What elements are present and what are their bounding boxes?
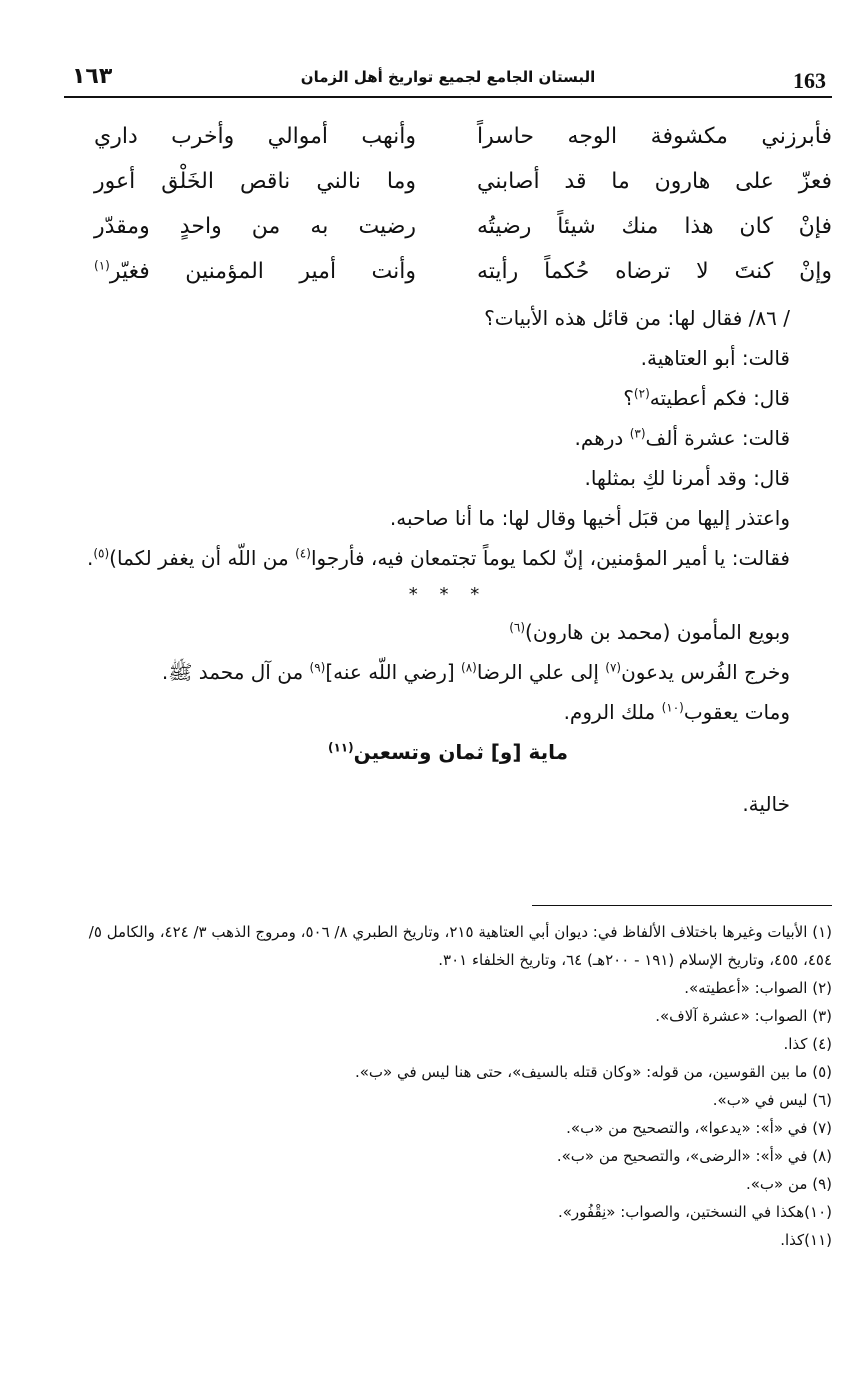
verse	[64, 120, 832, 165]
footnote: (٦) ليس في «ب».	[712, 1091, 832, 1109]
verse-second-hemistich	[94, 259, 416, 284]
footnote: (١٠)هكذا في النسختين، والصواب: «نِقْفُور».	[557, 1203, 832, 1221]
text-run: قالت: عشرة ألف	[645, 426, 790, 450]
paragraph	[64, 652, 832, 692]
paragraph	[64, 692, 832, 732]
text-run: ؟	[623, 386, 634, 410]
verse-first-hemistich: فإنْ كان هذا منك شيئاً رضيتُه	[477, 214, 832, 239]
footnote-ref: (٨)	[461, 660, 477, 675]
footnote: (٩) من «ب».	[745, 1175, 832, 1193]
verse-first-hemistich: فأبرزني مكشوفة الوجه حاسراً	[477, 124, 832, 149]
verse-second-hemistich: وأنهب أموالي وأخرب داري	[94, 124, 416, 149]
heading-text: ماية [و] ثمان وتسعين	[353, 740, 568, 764]
verse	[64, 255, 832, 300]
text-run: ملك الروم.	[563, 700, 662, 724]
footnote-ref: (٧)	[605, 660, 622, 675]
verse	[64, 210, 832, 255]
page-number-arabic: ١٦٣	[72, 64, 113, 89]
section-separator: * * *	[408, 584, 488, 605]
footnote: (٧) في «أ»: «يدعوا»، والتصحيح من «ب».	[566, 1119, 832, 1137]
body-text	[64, 298, 832, 824]
footnote: (٨) في «أ»: «الرضى»، والتصحيح من «ب».	[556, 1147, 832, 1165]
text-run: قال: فكم أعطيته	[649, 386, 790, 410]
footnote-ref: (٣)	[629, 426, 646, 441]
footnote: (٤) كذا.	[783, 1035, 832, 1053]
verse-second-hemistich: رضيت به من واحدٍ ومقدّر	[94, 214, 416, 239]
footnote-ref: (٢)	[633, 386, 650, 401]
text-run: [رضي اللّه عنه]	[325, 660, 462, 684]
paragraph: خالية.	[742, 792, 790, 816]
footnote: (١) الأبيات وغيرها باختلاف الألفاظ في: ديوان أبي العتاهية ٢١٥، وتاريخ الطبري ٨/ ٥٠٦، ومروج الذهب ٣/ ٤٢٤، والكامل ٥/ ٤٥٤، ٤٥٥، وتاريخ الإسلام (١٩١ - ٢٠٠هـ) ٦٤، وتاريخ الخلفاء ٣٠١.	[88, 923, 832, 969]
paragraph: واعتذر إليها من قبَل أخيها وقال لها: ما أنا صاحبه.	[389, 506, 790, 530]
year-heading	[64, 732, 832, 772]
paragraph	[64, 612, 832, 652]
paragraph	[64, 418, 832, 458]
footnotes	[64, 918, 832, 1254]
text-run: درهم.	[574, 426, 630, 450]
text-run: وبويع المأمون (محمد بن هارون)	[525, 620, 790, 644]
paragraph: / ٨٦/ فقال لها: من قائل هذه الأبيات؟	[484, 306, 790, 330]
verse-first-hemistich: وإنْ كنتَ لا ترضاه حُكماً رأيته	[477, 259, 832, 284]
text-run: من آل محمد ﷺ.	[161, 660, 310, 684]
footnote-ref: (٦)	[509, 620, 526, 635]
footnote-ref: (٥)	[93, 546, 110, 561]
footnote-ref: (٩)	[309, 660, 326, 675]
footnote: (٣) الصواب: «عشرة آلاف».	[655, 1007, 832, 1025]
paragraph: قالت: أبو العتاهية.	[640, 346, 790, 370]
running-title: البستان الجامع لجميع تواريخ أهل الزمان	[300, 68, 596, 86]
verse-second-hemistich: وما نالني ناقص الخَلْق أعور	[94, 169, 416, 194]
paragraph: قال: وقد أمرنا لكِ بمثلها.	[584, 466, 790, 490]
footnote: (١١)كذا.	[780, 1231, 832, 1249]
paragraph	[64, 378, 832, 418]
paragraph	[64, 538, 832, 578]
footnote-ref: (١)	[94, 258, 110, 273]
text-run: من اللّه أن يغفر لكما)	[109, 546, 296, 570]
footnote-ref: (١١)	[328, 740, 354, 755]
footnote-ref: (١٠)	[661, 700, 684, 715]
text-run: فقالت: يا أمير المؤمنين، إنّ لكما يوماً تجتمعان فيه، فأرجوا	[310, 546, 790, 570]
text-run: وخرج الفُرس يدعون	[621, 660, 790, 684]
verse-first-hemistich: فعزّ على هارون ما قد أصابني	[477, 169, 832, 194]
footnote-ref: (٤)	[295, 546, 311, 561]
footnote: (٢) الصواب: «أعطيته».	[684, 979, 832, 997]
page-header	[64, 62, 832, 98]
hemistich-text: وأنت أمير المؤمنين فغيّر	[109, 259, 416, 284]
text-run: .	[86, 546, 94, 570]
verse	[64, 165, 832, 210]
text-run: ومات يعقوب	[683, 700, 790, 724]
page-number-latin: 163	[793, 68, 826, 93]
footnote: (٥) ما بين القوسين، من قوله: «وكان قتله بالسيف»، حتى هنا ليس في «ب».	[354, 1063, 832, 1081]
text-run: إلى علي الرضا	[476, 660, 606, 684]
poem	[64, 120, 832, 300]
